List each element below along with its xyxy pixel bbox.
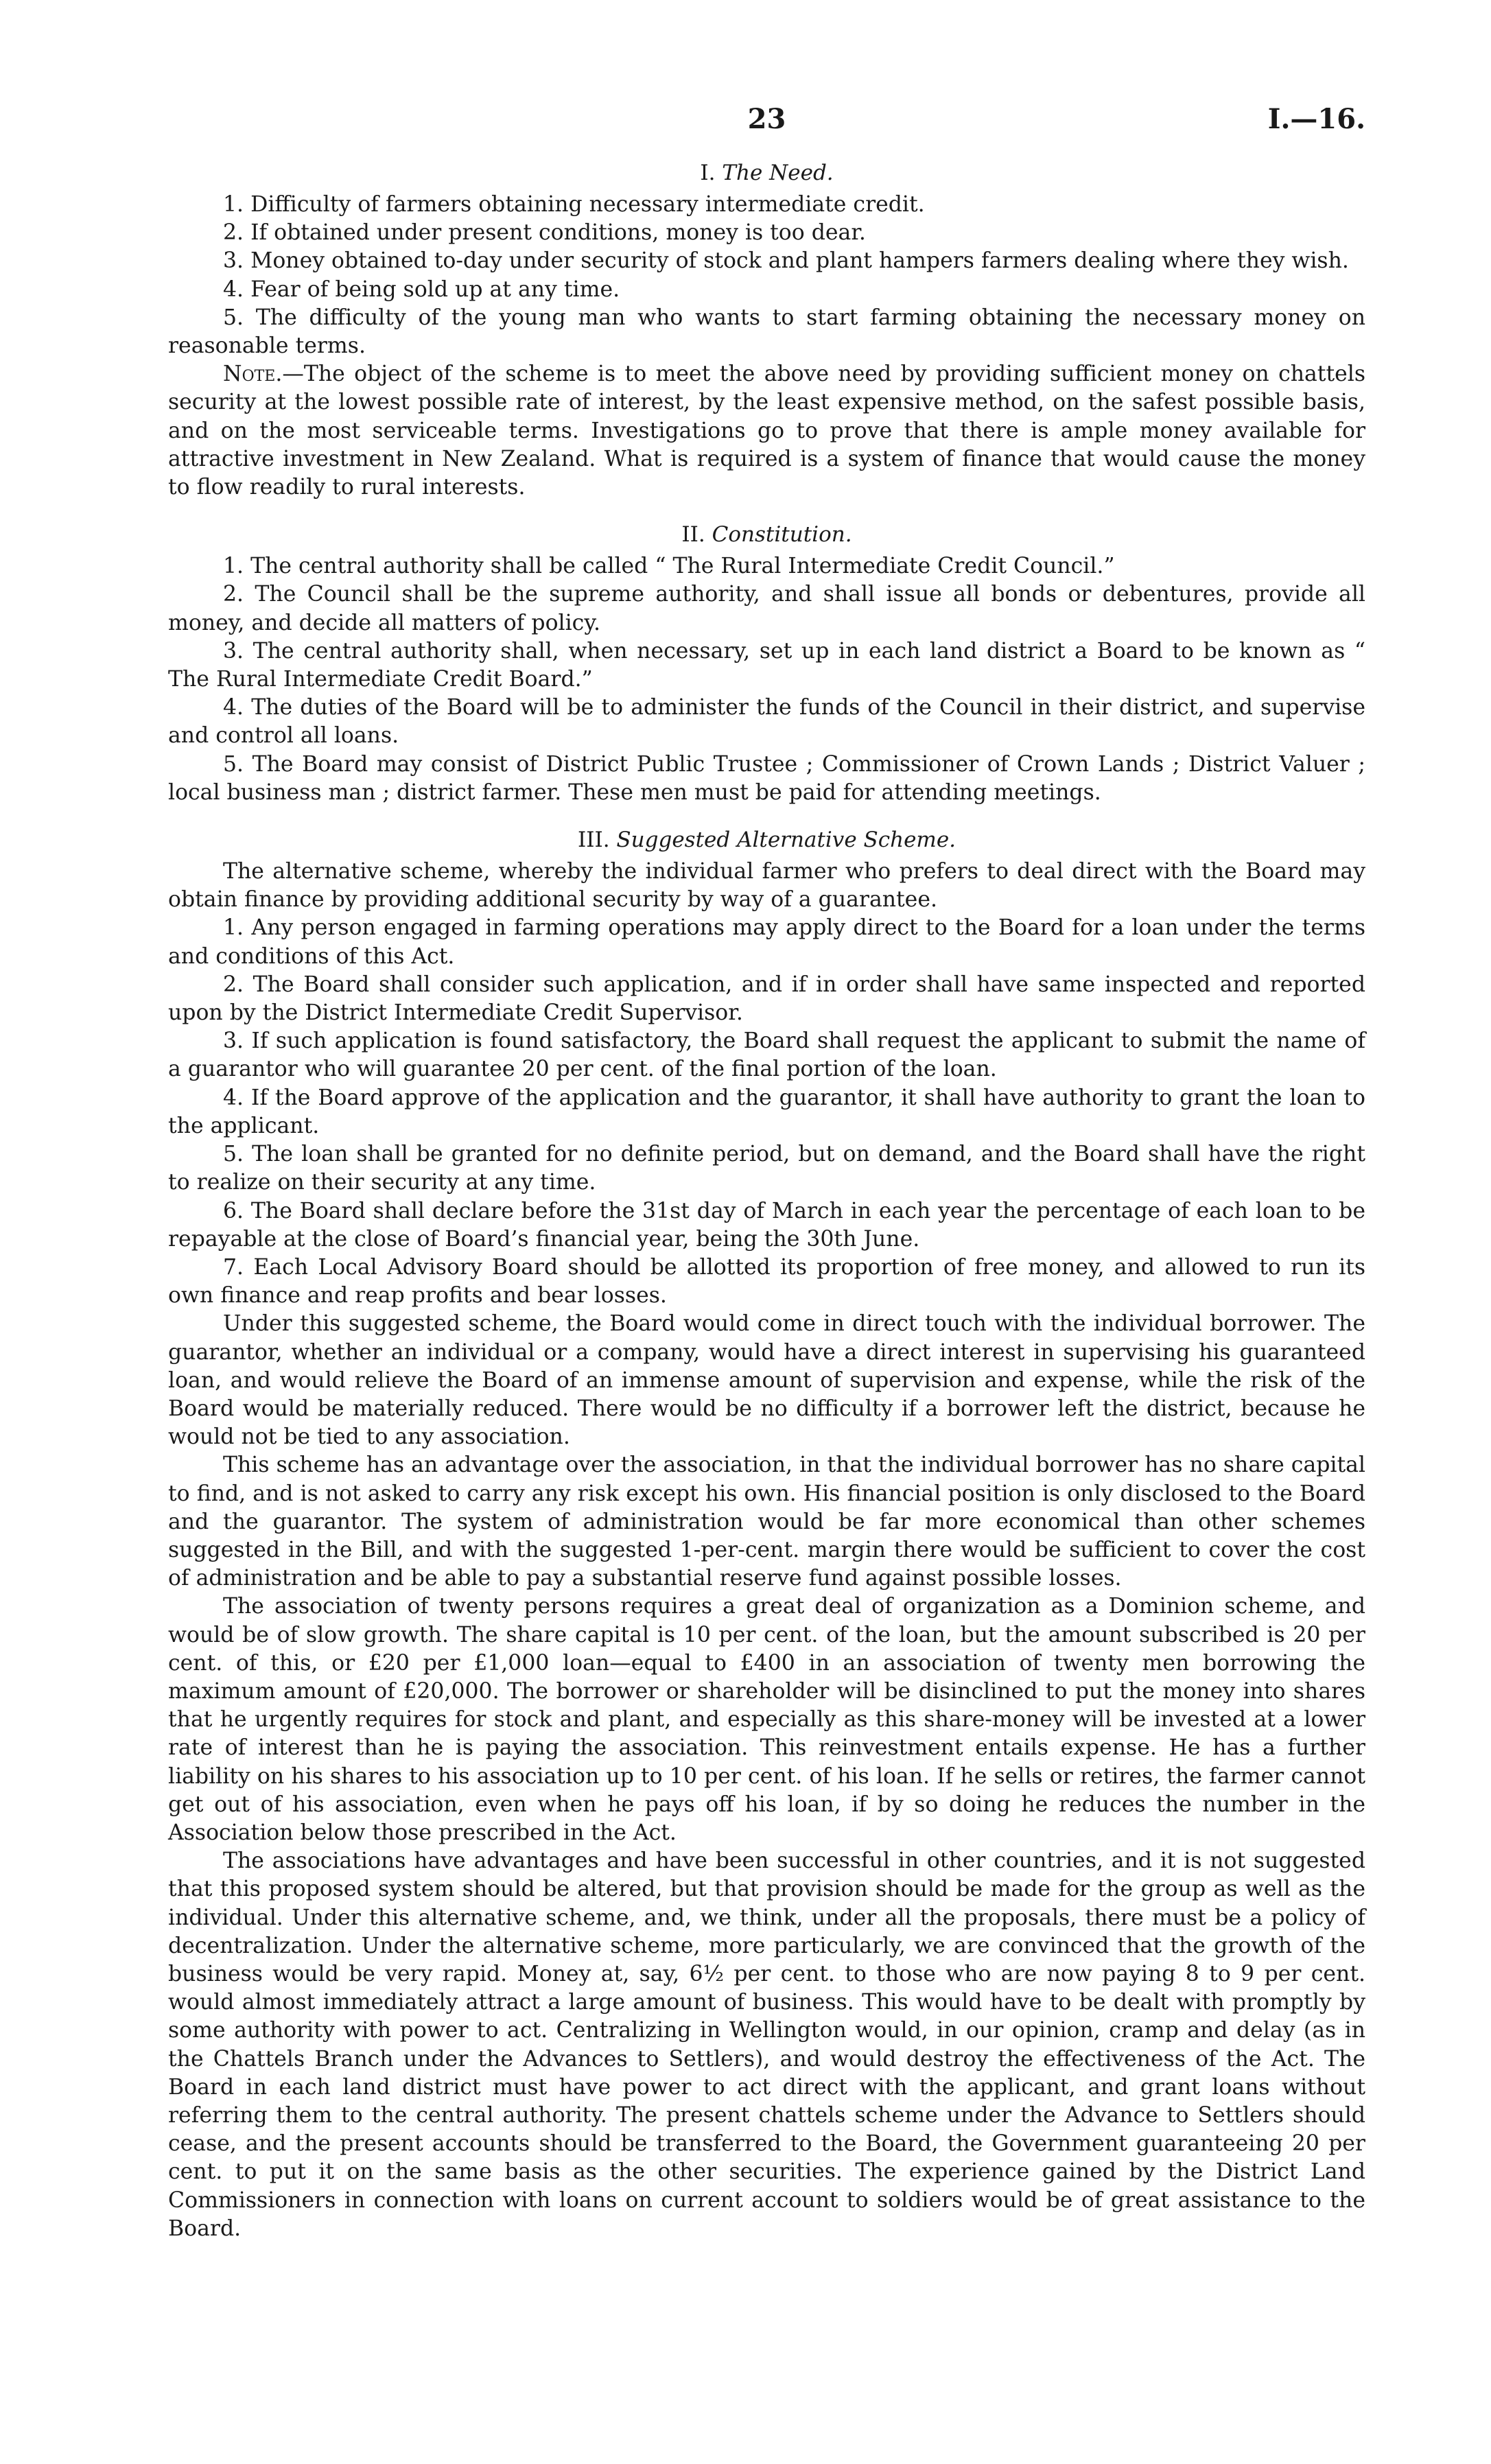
list-item: 4. The duties of the Board will be to administer the funds of the Council in their district, and supervise and control all loans. [168,695,1365,749]
page-number: 23 [747,103,786,135]
list-item: 2. If obtained under present conditions, money is too dear. [223,220,866,246]
section-numeral: I. [700,161,716,185]
section-heading [168,521,1365,548]
section-the-need [168,159,1365,502]
note-paragraph [168,360,1365,502]
section-numeral: II. [681,522,705,548]
document-page [168,103,1365,2262]
paragraph: The associations have advantages and have been successful in other countries, and it is not suggested that this proposed system should be altered, but that provision should be made for the group as well as the individual. Under this alternative scheme, and, we think, under all the proposals, there must be a policy of decentralization. Under the alternative scheme, more particularly, we are convinced that the growth of the business would be very rapid. Money at, say, 6½ per cent. to those who are now paying 8 to 9 per cent. would almost immediately attract a large amount of business. This would have to be dealt with promptly by some authority with power to act. Centralizing in Wellington would, in our opinion, cramp and delay (as in the Chattels Branch under the Advances to Settlers), and would destroy the effectiveness of the Act. The Board in each land district must have power to act direct with the applicant, and grant loans without referring them to the central authority. The present chattels scheme under the Advance to Settlers should cease, and the present accounts should be transferred to the Board, the Government guaranteeing 20 per cent. to put it on the same basis as the other securities. The experience gained by the District Land Commissioners in connection with loans on current account to soldiers would be of great assistance to the Board. [168,1849,1365,2241]
section-heading [168,159,1365,187]
section-heading [168,826,1365,854]
list-item: 4. If the Board approve of the application and the guarantor, it shall have authority to grant the loan to the applicant. [168,1085,1365,1138]
note-text: —The object of the scheme is to meet the above need by providing sufficient money on chattels security at the lowest possible rate of interest, by the least expensive method, on the safest possible basis, and on the most serviceable terms. Investigations go to prove that there is ample money available for attractive investment in New Zealand. What is required is a system of finance that would cause the money to flow readily to rural interests. [168,362,1365,500]
list-item: 1. Difficulty of farmers obtaining necessary intermediate credit. [223,192,925,217]
list-item: 3. Money obtained to-day under security of stock and plant hampers farmers dealing where they wish. [223,248,1349,274]
list-item: 5. The difficulty of the young man who wants to start farming obtaining the necessary money on reasonable terms. [168,305,1365,359]
paragraph: Under this suggested scheme, the Board would come in direct touch with the individual borrower. The guarantor, whether an individual or a company, would have a direct interest in supervising his guaranteed loan, and would relieve the Board of an immense amount of supervision and expense, while the risk of the Board would be materially reduced. There would be no difficulty if a borrower left the district, because he would not be tied to any association. [168,1311,1365,1450]
note-label: Note. [223,362,283,387]
paragraph: This scheme has an advantage over the association, in that the individual borrower has no share capital to find, and is not asked to carry any risk except his own. His financial position is only disclosed to the Board and the guarantor. The system of administration would be far more economical than other schemes suggested in the Bill, and with the suggested 1-per-cent. margin there would be sufficient to cover the cost of administration and be able to pay a substantial reserve fund against possible losses. [168,1453,1365,1591]
section-title: Suggested Alternative Scheme. [616,828,956,853]
paragraph: The association of twenty persons requires a great deal of organization as a Dominion scheme, and would be of slow growth. The share capital is 10 per cent. of the loan, but the amount subscribed is 20 per cent. of this, or £20 per £1,000 loan—equal to £400 in an association of twenty men borrowing the maximum amount of £20,000. The borrower or shareholder will be disinclined to put the money into shares that he urgently requires for stock and plant, and especially as this share-money will be invested at a lower rate of interest than he is paying the association. This reinvestment entails expense. He has a further liability on his shares to his association up to 10 per cent. of his loan. If he sells or retires, the farmer cannot get out of his association, even when he pays off his loan, if by so doing he reduces the number in the Association below those prescribed in the Act. [168,1594,1365,1845]
list-item: 7. Each Local Advisory Board should be allotted its proportion of free money, and allowed to run its own finance and reap profits and bear losses. [168,1254,1365,1309]
list-item: 1. The central authority shall be called “ The Rural Intermediate Credit Council.” [223,554,1115,579]
paragraph: The alternative scheme, whereby the individual farmer who prefers to deal direct with the Board may obtain finance by providing additional security by way of a guarantee. [168,859,1365,913]
page-header [168,103,1365,151]
document-reference: I.—16. [1267,103,1365,135]
section-numeral: III. [577,828,610,853]
list-item: 2. The Board shall consider such application, and if in order shall have same inspected and reported upon by the District Intermediate Credit Supervisor. [168,972,1365,1026]
section-alternative-scheme [168,826,1365,2243]
list-item: 1. Any person engaged in farming operations may apply direct to the Board for a loan under the terms and conditions of this Act. [168,915,1365,969]
list-item: 2. The Council shall be the supreme authority, and shall issue all bonds or debentures, provide all money, and decide all matters of policy. [168,582,1365,635]
section-title: The Need. [722,161,834,185]
list-item: 3. If such application is found satisfactory, the Board shall request the applicant to submit the name of a guarantor who will guarantee 20 per cent. of the final portion of the loan. [168,1029,1365,1082]
list-item: 5. The Board may consist of District Public Trustee ; Commissioner of Crown Lands ; District Valuer ; local business man ; district farmer. These men must be paid for attending meetings. [168,751,1365,805]
list-item: 3. The central authority shall, when necessary, set up in each land district a Board to be known as “ The Rural Intermediate Credit Board.” [168,638,1365,692]
list-item: 4. Fear of being sold up at any time. [223,277,620,302]
list-item: 6. The Board shall declare before the 31st day of March in each year the percentage of each loan to be repayable at the close of Board’s financial year, being the 30th June. [168,1198,1365,1252]
section-constitution [168,521,1365,807]
list-item: 5. The loan shall be granted for no definite period, but on demand, and the Board shall have the right to realize on their security at any time. [168,1142,1365,1195]
section-title: Constitution. [712,522,852,548]
